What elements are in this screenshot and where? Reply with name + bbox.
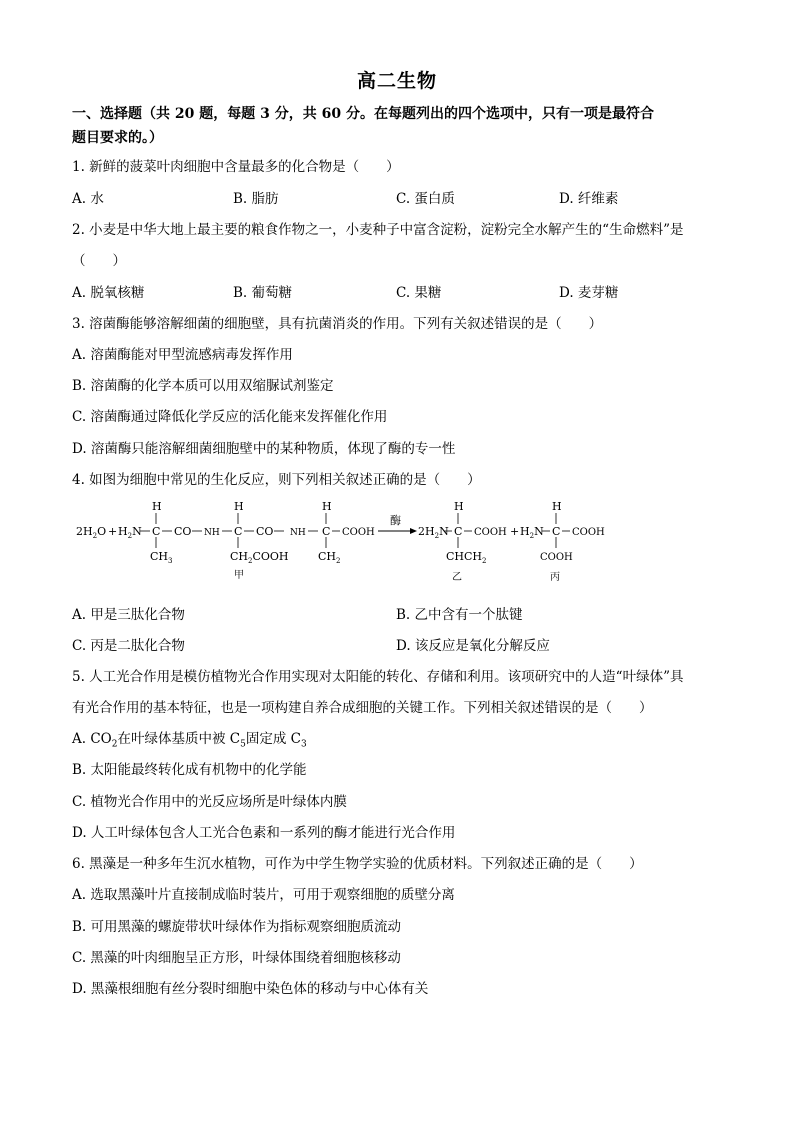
formula-h2n-1: $H_2N$ — [118, 525, 142, 540]
q6-stem: 6. 黑藻是一种多年生沉水植物，可作为中学生物学实验的优质材料。下列叙述正确的是（ ） — [72, 856, 643, 872]
formula-nh1: NH — [204, 528, 220, 538]
q3-option-d: D. 溶菌酶只能溶解细菌细胞壁中的某种物质，体现了酶的专一性 — [72, 441, 456, 457]
q4-option-a: A. 甲是三肽化合物 — [72, 607, 185, 623]
formula-c4: C — [454, 525, 463, 538]
q1-option-a: A. 水 — [72, 191, 104, 207]
q1-option-b: B. 脂肪 — [233, 191, 279, 207]
q2-option-d: D. 麦芽糖 — [559, 285, 619, 301]
q5-option-c: C. 植物光合作用中的光反应场所是叶绿体内膜 — [72, 794, 347, 810]
formula-h2n-2: $H_2N$ — [520, 525, 544, 540]
formula-h3: H — [322, 500, 332, 513]
formula-h4: H — [454, 500, 464, 513]
formula-c2: C — [234, 525, 243, 538]
q5-stem-line1: 5. 人工光合作用是模仿植物光合作用实现对太阳能的转化、存储和利用。该项研究中的人造“叶绿体”具 — [72, 669, 684, 685]
formula-label-bing: 丙 — [550, 572, 560, 583]
reaction-formula — [72, 500, 632, 594]
formula-co1: CO — [174, 525, 192, 538]
q3-option-c: C. 溶菌酶通过降低化学反应的活化能来发挥催化作用 — [72, 409, 388, 425]
formula-ch2ch2: $CHCH_2$ — [446, 550, 487, 565]
formula-h2: H — [234, 500, 244, 513]
q5-option-b: B. 太阳能最终转化成有机物中的化学能 — [72, 762, 307, 778]
formula-label-jia: 甲 — [234, 570, 244, 581]
reaction-arrow-icon — [410, 528, 417, 534]
q1-option-c: C. 蛋白质 — [396, 191, 455, 207]
page-title: 高二生物 — [356, 70, 437, 92]
q6-option-c: C. 黑藻的叶肉细胞呈正方形，叶绿体围绕着细胞核移动 — [72, 950, 401, 966]
formula-c1: C — [152, 525, 161, 538]
formula-cooh3: COOH — [540, 552, 573, 563]
formula-h5: H — [552, 500, 562, 513]
section-heading-line1: 一、选择题（共 20 题，每题 3 分，共 60 分。在每题列出的四个选项中，只有一项是最符合 — [72, 106, 654, 122]
q4-stem: 4. 如图为细胞中常见的生化反应，则下列相关叙述正确的是（ ） — [72, 472, 481, 488]
formula-cooh1: COOH — [342, 527, 375, 538]
formula-co2: CO — [256, 525, 274, 538]
q4-option-d: D. 该反应是氧化分解反应 — [396, 638, 550, 654]
q6-option-a: A. 选取黑藻叶片直接制成临时装片，可用于观察细胞的质壁分离 — [72, 887, 455, 903]
q5-option-a: A. $CO_2$在叶绿体基质中被 $C_5$固定成 $C_3$ — [72, 731, 307, 750]
q2-stem-line2: （ ） — [72, 253, 126, 269]
formula-h1: H — [152, 500, 162, 513]
reaction-diagram — [72, 500, 632, 590]
formula-prod-h2n: $2H_2N$ — [418, 525, 449, 540]
formula-ch3: $CH_3$ — [150, 550, 173, 565]
q3-option-b: B. 溶菌酶的化学本质可以用双缩脲试剂鉴定 — [72, 378, 334, 394]
formula-2h2o: $2H_2O$ — [76, 525, 107, 540]
q4-option-b: B. 乙中含有一个肽键 — [396, 607, 523, 623]
formula-nh2: NH — [290, 528, 306, 538]
q1-option-d: D. 纤维素 — [559, 191, 619, 207]
formula-plus-1: + — [108, 525, 118, 538]
q3-stem: 3. 溶菌酶能够溶解细菌的细胞壁，具有抗菌消炎的作用。下列有关叙述错误的是（ ） — [72, 316, 603, 332]
q6-option-d: D. 黑藻根细胞有丝分裂时细胞中染色体的移动与中心体有关 — [72, 981, 429, 997]
q1-stem: 1. 新鲜的菠菜叶肉细胞中含量最多的化合物是（ ） — [72, 159, 400, 175]
q2-option-a: A. 脱氧核糖 — [72, 285, 145, 301]
q4-option-c: C. 丙是二肽化合物 — [72, 638, 185, 654]
formula-ch2: $CH_2$ — [318, 550, 341, 565]
formula-enzyme: 酶 — [390, 514, 401, 527]
q5-option-d: D. 人工叶绿体包含人工光合色素和一系列的酶才能进行光合作用 — [72, 825, 456, 841]
q2-option-c: C. 果糖 — [396, 285, 442, 301]
formula-cooh4: COOH — [572, 527, 605, 538]
q2-option-b: B. 葡萄糖 — [233, 285, 293, 301]
q2-stem-line1: 2. 小麦是中华大地上最主要的粮食作物之一，小麦种子中富含淀粉，淀粉完全水解产生的“生命燃料”是 — [72, 222, 684, 238]
formula-cooh2: COOH — [474, 527, 507, 538]
section-heading-line2: 题目要求的。） — [72, 130, 163, 146]
formula-label-yi: 乙 — [452, 572, 462, 583]
q6-option-b: B. 可用黑藻的螺旋带状叶绿体作为指标观察细胞质流动 — [72, 919, 402, 935]
formula-ch2cooh: $CH_2COOH$ — [230, 550, 289, 565]
formula-c3: C — [322, 525, 331, 538]
q3-option-a: A. 溶菌酶能对甲型流感病毒发挥作用 — [72, 347, 293, 363]
formula-c5: C — [552, 525, 561, 538]
q5-stem-line2: 有光合作用的基本特征，也是一项构建自养合成细胞的关键工作。下列相关叙述错误的是（ ） — [72, 700, 653, 716]
formula-plus-2: + — [510, 525, 520, 538]
